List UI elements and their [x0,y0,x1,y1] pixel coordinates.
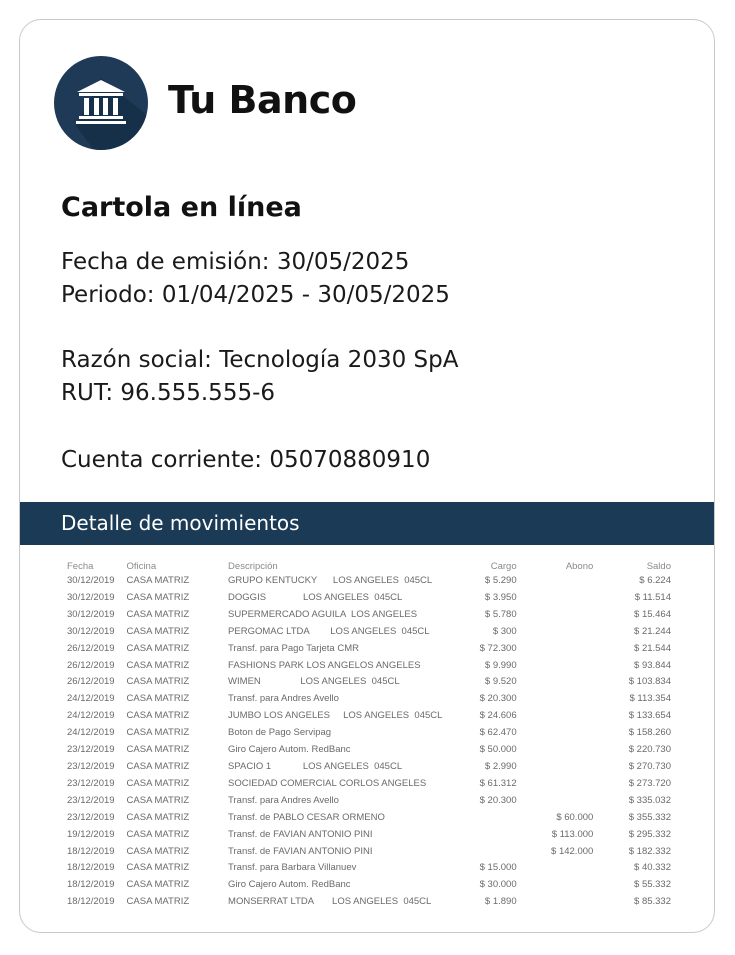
transactions-body [61,573,671,911]
cell-descripcion: FASHIONS PARK LOS ANGELOS ANGELES [228,659,421,671]
cell-fecha: 23/12/2019 [67,760,115,772]
cell-descripcion: SUPERMERCADO AGUILA LOS ANGELES [228,608,418,620]
cell-cargo [465,844,516,861]
cell-fecha: 30/12/2019 [67,608,115,620]
table-row [61,810,671,827]
cell-abono: $ 60.000 [556,811,594,823]
cell-descripcion: GRUPO KENTUCKY LOS ANGELES 045CL [228,575,433,586]
column-header-fecha: Fecha [67,561,94,572]
cell-descripcion: JUMBO LOS ANGELES LOS ANGELES 045CL [228,710,443,722]
table-row [61,742,671,759]
cell-abono [517,776,594,793]
cell-cargo: $ 72.300 [479,642,517,654]
bank-name: Tu Banco [168,78,357,122]
column-header-descripcion: Descripción [228,561,278,572]
cell-oficina: CASA MATRIZ [126,591,190,603]
column-header-oficina: Oficina [126,561,157,572]
cell-cargo: $ 62.470 [479,727,517,739]
cell-descripcion: WIMEN LOS ANGELES 045CL [228,676,400,688]
cell-abono [517,708,594,725]
bank-logo [54,56,148,150]
table-row [61,725,671,742]
rut: RUT: 96.555.555-6 [61,380,276,406]
cell-oficina: CASA MATRIZ [126,693,190,705]
cell-cargo: $ 5.290 [484,575,517,586]
cell-cargo: $ 9.990 [484,659,517,671]
cell-oficina: CASA MATRIZ [126,760,190,772]
cell-saldo: $ 85.332 [634,896,671,908]
table-row [61,691,671,708]
table-row [61,658,671,675]
cell-fecha: 24/12/2019 [67,693,115,705]
cell-cargo: $ 20.300 [479,693,517,705]
table-row [61,793,671,810]
cell-fecha: 23/12/2019 [67,811,115,823]
cell-oficina: CASA MATRIZ [126,879,190,891]
table-row [61,607,671,624]
cell-abono [517,624,594,641]
cell-fecha: 23/12/2019 [67,794,115,806]
table-header-row [61,561,671,573]
cell-fecha: 18/12/2019 [67,862,115,874]
cell-abono [517,742,594,759]
cell-fecha: 19/12/2019 [67,828,115,840]
bank-icon [75,78,127,126]
cell-cargo [465,827,516,844]
section-title: Detalle de movimientos [61,511,300,535]
table-row [61,674,671,691]
cell-descripcion: SOCIEDAD COMERCIAL CORLOS ANGELES [228,777,427,789]
cell-abono [517,658,594,675]
cell-oficina: CASA MATRIZ [126,811,190,823]
table-row [61,877,671,894]
cell-fecha: 24/12/2019 [67,727,115,739]
cell-abono [517,725,594,742]
cell-abono [517,573,594,590]
cell-saldo: $ 335.032 [628,794,671,806]
table-row [61,759,671,776]
cell-descripcion: Transf. de PABLO CESAR ORMENO [228,811,385,823]
transactions-table [61,561,671,911]
cell-descripcion: Transf. para Pago Tarjeta CMR [228,642,359,654]
cell-cargo: $ 9.520 [484,676,517,688]
cell-fecha: 23/12/2019 [67,777,115,789]
statement-card [19,19,715,933]
period: Periodo: 01/04/2025 - 30/05/2025 [61,282,450,308]
cell-cargo: $ 5.780 [484,608,517,620]
cell-descripcion: SPACIO 1 LOS ANGELES 045CL [228,760,403,772]
cell-abono [517,793,594,810]
cell-oficina: CASA MATRIZ [126,828,190,840]
cell-oficina: CASA MATRIZ [126,777,190,789]
cell-fecha: 26/12/2019 [67,642,115,654]
cell-oficina: CASA MATRIZ [126,642,190,654]
cell-oficina: CASA MATRIZ [126,676,190,688]
cell-abono [517,607,594,624]
cell-oficina: CASA MATRIZ [126,845,190,857]
cell-descripcion: Giro Cajero Autom. RedBanc [228,744,351,756]
cell-saldo: $ 40.332 [634,862,671,874]
table-row [61,776,671,793]
cell-fecha: 26/12/2019 [67,676,115,688]
cell-oficina: CASA MATRIZ [126,710,190,722]
cell-descripcion: PERGOMAC LTDA LOS ANGELES 045CL [228,625,430,637]
cell-saldo: $ 21.544 [634,642,671,654]
cell-abono [517,860,594,877]
column-header-cargo: Cargo [490,561,517,572]
cell-oficina: CASA MATRIZ [126,659,190,671]
cell-cargo: $ 30.000 [479,879,517,891]
cell-fecha: 18/12/2019 [67,896,115,908]
section-header [20,502,715,545]
cell-fecha: 18/12/2019 [67,845,115,857]
cell-fecha: 23/12/2019 [67,744,115,756]
cell-cargo: $ 61.312 [479,777,517,789]
cell-saldo: $ 93.844 [634,659,671,671]
cell-saldo: $ 15.464 [634,608,671,620]
cell-fecha: 24/12/2019 [67,710,115,722]
table-row [61,844,671,861]
column-header-saldo: Saldo [646,561,671,572]
cell-saldo: $ 113.354 [629,693,671,705]
cell-saldo: $ 6.224 [639,575,671,586]
table-row [61,573,671,590]
cell-oficina: CASA MATRIZ [126,862,190,874]
table-row [61,708,671,725]
cell-fecha: 26/12/2019 [67,659,115,671]
cell-descripcion: Transf. de FAVIAN ANTONIO PINI [228,828,373,840]
cell-abono [517,641,594,658]
cell-saldo: $ 103.834 [628,676,671,688]
cell-abono [517,674,594,691]
cell-saldo: $ 270.730 [628,760,671,772]
cell-cargo [465,810,516,827]
cell-oficina: CASA MATRIZ [126,608,190,620]
cell-oficina: CASA MATRIZ [126,896,190,908]
cell-descripcion: Boton de Pago Servipag [228,727,332,739]
company-name: Razón social: Tecnología 2030 SpA [61,347,459,373]
cell-abono [517,590,594,607]
table-row [61,624,671,641]
cell-oficina: CASA MATRIZ [126,794,190,806]
cell-abono [517,877,594,894]
table-row [61,590,671,607]
cell-saldo: $ 182.332 [628,845,671,857]
cell-cargo: $ 20.300 [479,794,517,806]
table-row [61,827,671,844]
cell-oficina: CASA MATRIZ [126,625,190,637]
cell-oficina: CASA MATRIZ [126,727,190,739]
issue-date: Fecha de emisión: 30/05/2025 [61,249,410,275]
column-header-abono: Abono [565,561,594,572]
cell-descripcion: Transf. de FAVIAN ANTONIO PINI [228,845,373,857]
table-row [61,641,671,658]
cell-saldo: $ 273.720 [628,777,671,789]
cell-fecha: 30/12/2019 [67,625,115,637]
cell-cargo: $ 24.606 [479,710,517,722]
cell-cargo: $ 300 [492,625,517,637]
account-number: Cuenta corriente: 05070880910 [61,447,431,473]
cell-fecha: 30/12/2019 [67,575,115,586]
table-row [61,894,671,911]
cell-descripcion: Transf. para Andres Avello [228,794,339,806]
table-row [61,860,671,877]
cell-saldo: $ 55.332 [634,879,671,891]
cell-saldo: $ 220.730 [628,744,671,756]
cell-abono: $ 113.000 [551,828,594,840]
cell-abono: $ 142.000 [551,845,594,857]
cell-cargo: $ 3.950 [484,591,517,603]
cell-descripcion: Transf. para Barbara Villanuev [228,862,357,874]
cell-oficina: CASA MATRIZ [126,575,190,586]
cell-saldo: $ 295.332 [628,828,671,840]
cell-saldo: $ 133.654 [628,710,671,722]
cell-descripcion: Giro Cajero Autom. RedBanc [228,879,351,891]
cell-saldo: $ 21.244 [634,625,671,637]
cell-oficina: CASA MATRIZ [126,744,190,756]
cell-cargo: $ 2.990 [484,760,517,772]
cell-abono [517,759,594,776]
cell-cargo: $ 1.890 [484,896,517,908]
cell-saldo: $ 158.260 [628,727,671,739]
cell-cargo: $ 50.000 [479,744,517,756]
cell-descripcion: Transf. para Andres Avello [228,693,339,705]
cell-abono [517,894,594,911]
cell-abono [517,691,594,708]
cell-saldo: $ 355.332 [628,811,671,823]
cell-fecha: 18/12/2019 [67,879,115,891]
document-title: Cartola en línea [61,192,302,223]
cell-descripcion: MONSERRAT LTDA LOS ANGELES 045CL [228,896,432,908]
cell-fecha: 30/12/2019 [67,591,115,603]
cell-descripcion: DOGGIS LOS ANGELES 045CL [228,591,403,603]
cell-saldo: $ 11.514 [634,591,671,603]
cell-cargo: $ 15.000 [479,862,517,874]
